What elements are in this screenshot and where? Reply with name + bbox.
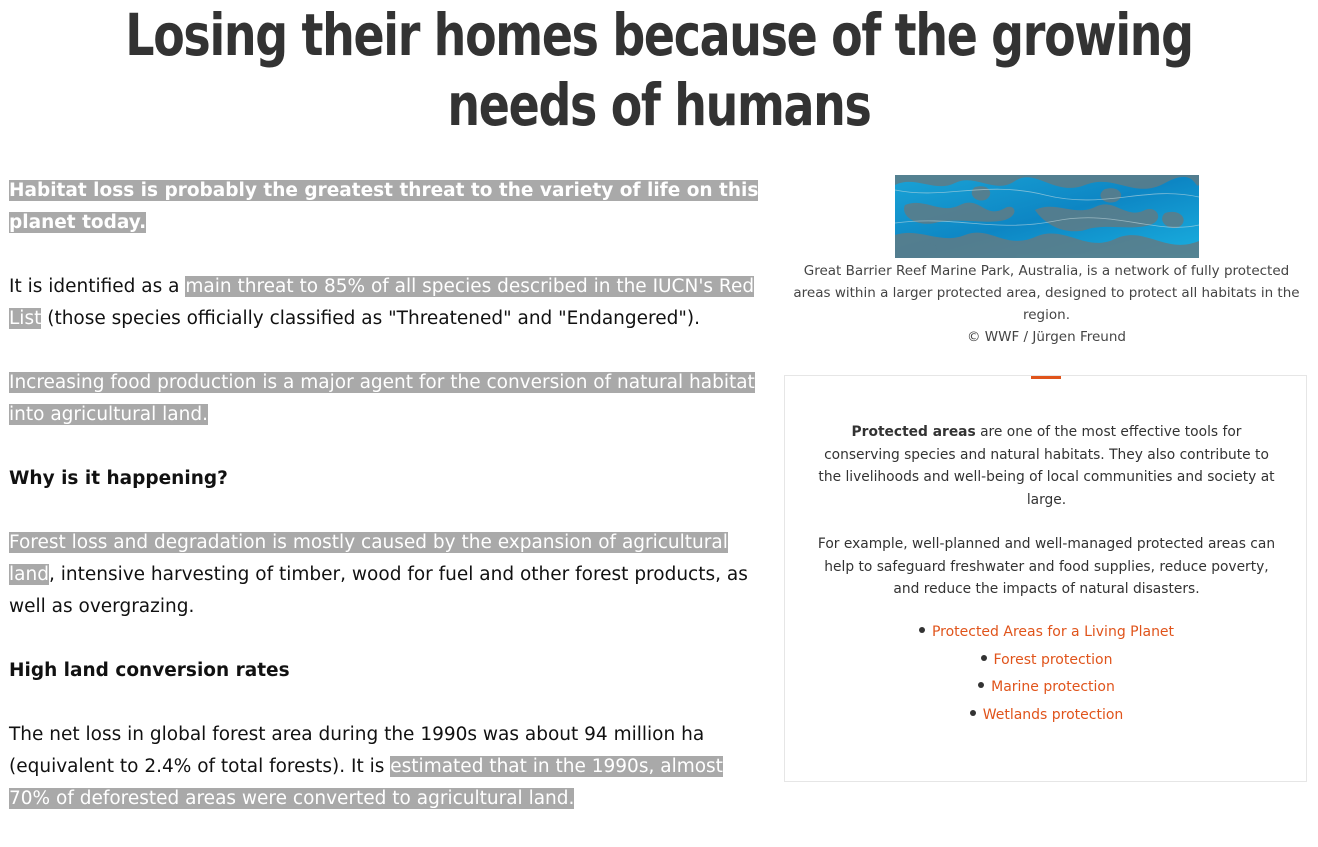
link-forest-protection[interactable]: Forest protection (993, 651, 1113, 668)
why-heading: Why is it happening? (9, 468, 228, 489)
protected-areas-panel (784, 375, 1307, 782)
list-item (785, 674, 1308, 702)
threat-paragraph: It is identified as a main threat to 85% of all species described in the IUCN's Red List (those species officially classified as "Threatened" and "Endangered"). (9, 276, 755, 329)
reef-figure (784, 175, 1309, 348)
panel-paragraph-1: Protected areas are one of the most effective tools for conserving species and natural habitats. They also contribute to the livelihoods and well-being of local communities and society at large. (818, 424, 1275, 508)
article-body (9, 175, 769, 847)
panel-text (815, 421, 1278, 623)
net-loss-paragraph: The net loss in global forest area during the 1990s was about 94 million ha (equivalent to 2.4% of total forests). It is estimated that in the 1990s, almost 70% of deforested areas were converted to agricultural land. (9, 724, 723, 809)
list-item (785, 702, 1308, 730)
intro-highlight: Habitat loss is probably the greatest threat to the variety of life on this planet today. (9, 180, 759, 233)
link-protected-areas[interactable]: Protected Areas for a Living Planet (931, 624, 1175, 640)
link-wetlands-protection[interactable]: Wetlands protection (982, 706, 1124, 723)
link-marine-protection[interactable]: Marine protection (991, 679, 1115, 695)
net-loss-highlight: estimated that in the 1990s, almost 70% of deforested areas were converted to agricultural land. (9, 756, 723, 809)
list-item (785, 619, 1308, 647)
forest-paragraph: Forest loss and degradation is mostly caused by the expansion of agricultural land, intensive harvesting of timber, wood for fuel and other forest products, as well as overgrazing. (9, 532, 748, 617)
reef-caption: Great Barrier Reef Marine Park, Australia, is a network of fully protected areas within a larger protected area, designed to protect all habitats in the region. © WWF / Jürgen Freund (784, 260, 1309, 348)
photo-credit: © WWF / Jürgen Freund (967, 329, 1126, 345)
threat-highlight: main threat to 85% of all species described in the IUCN's Red List (9, 276, 755, 329)
food-highlight: Increasing food production is a major agent for the conversion of natural habitat into agricultural land. (9, 372, 755, 425)
conversion-heading: High land conversion rates (9, 660, 290, 681)
reef-photo[interactable] (895, 175, 1199, 258)
food-paragraph (9, 367, 769, 431)
intro-paragraph (9, 175, 769, 239)
page-title: Losing their homes because of the growing needs of humans (125, 1, 1193, 139)
list-item (785, 647, 1308, 675)
accent-bar (1031, 376, 1061, 379)
panel-link-list (785, 619, 1308, 729)
forest-highlight: Forest loss and degradation is mostly caused by the expansion of agricultural land (9, 532, 728, 585)
panel-paragraph-2: For example, well-planned and well-managed protected areas can help to safeguard freshwater and food supplies, reduce poverty, and reduce the impacts of natural disasters. (817, 536, 1276, 597)
